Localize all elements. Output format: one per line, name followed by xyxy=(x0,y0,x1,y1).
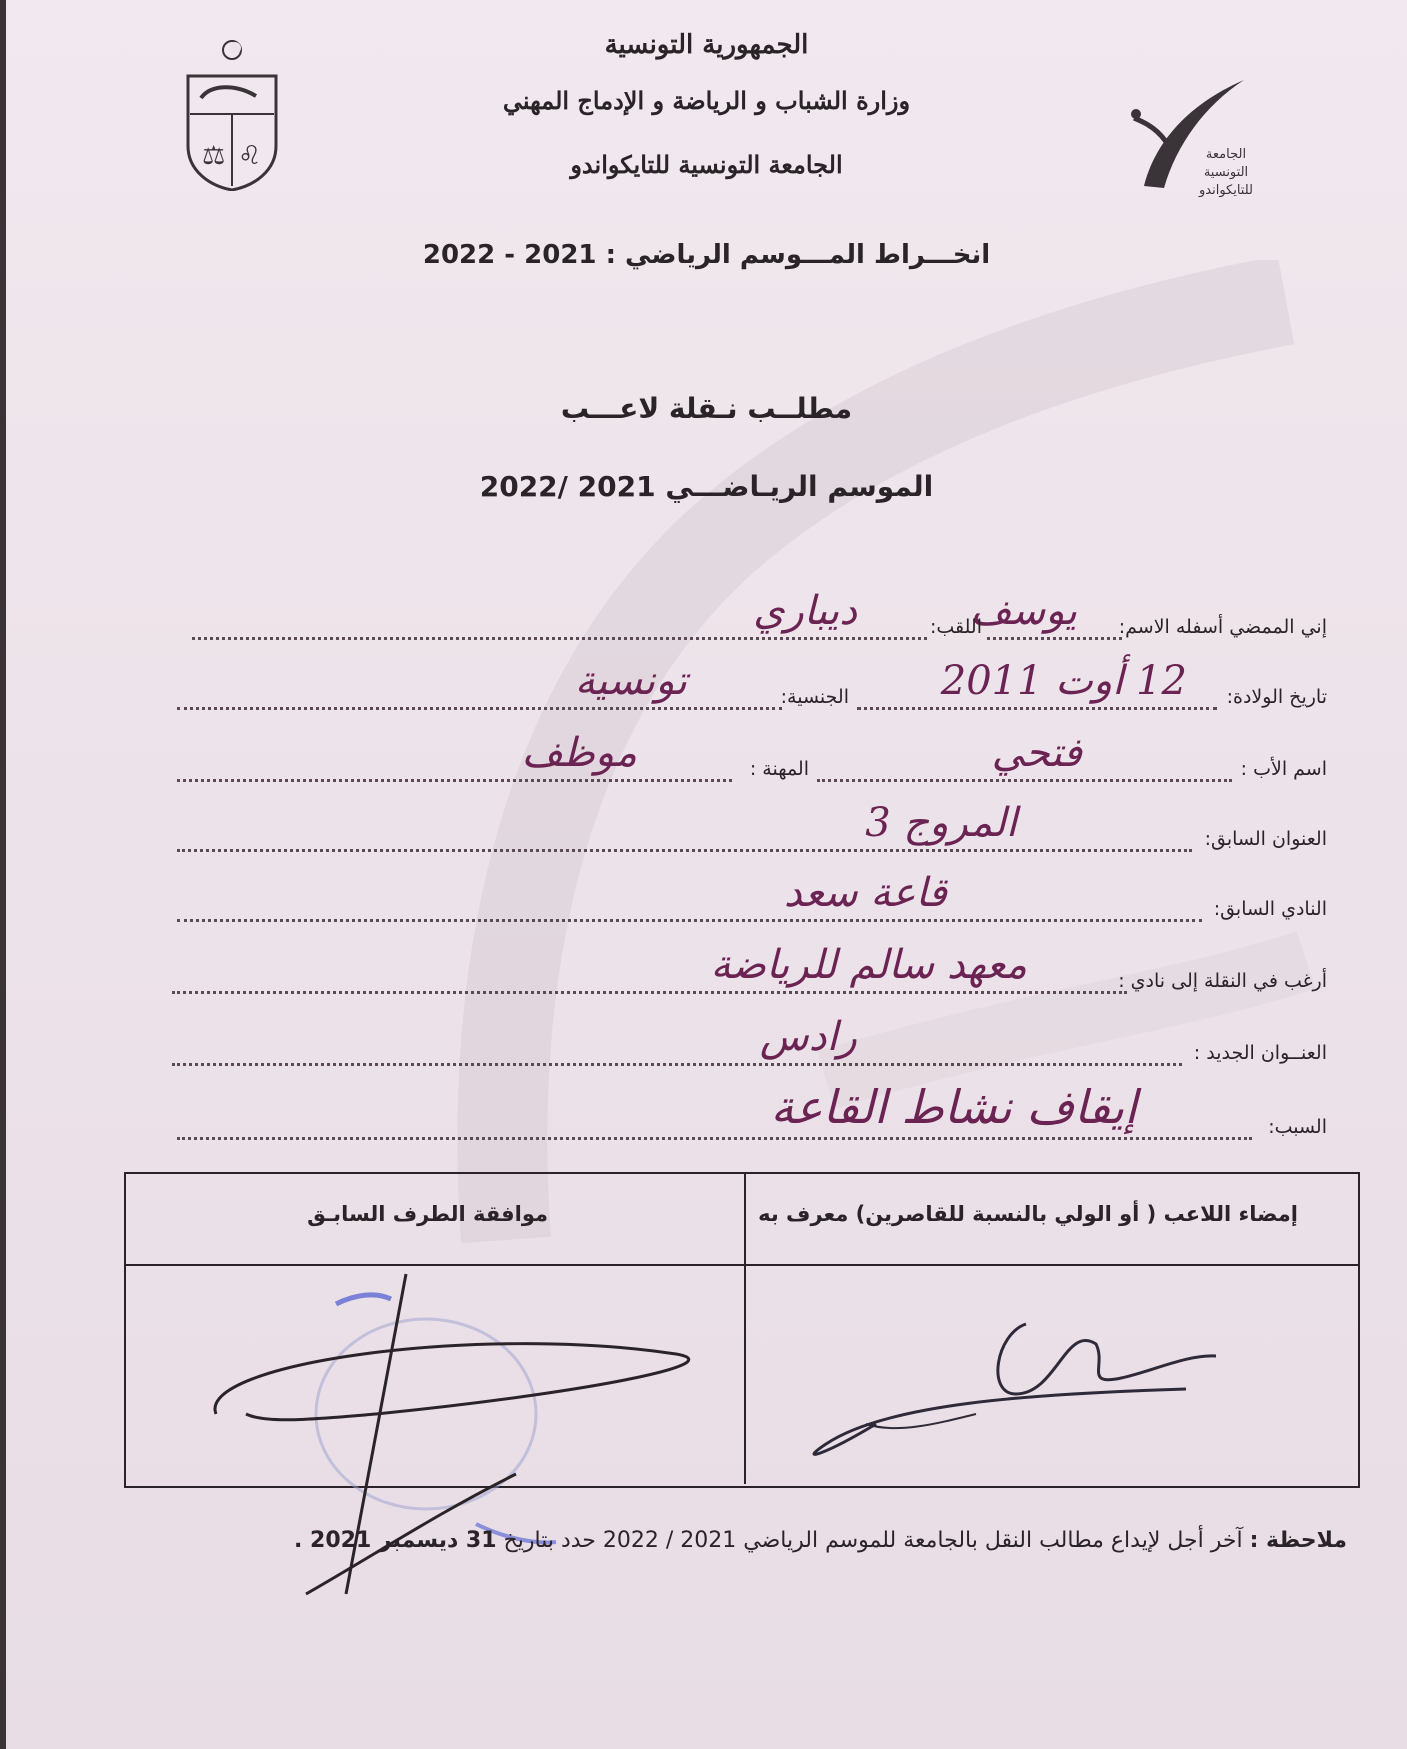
new-club-value: معهد سالم للرياضة xyxy=(710,942,1027,988)
reason-dots xyxy=(177,1137,1252,1140)
birth-label: تاريخ الولادة: xyxy=(1226,686,1327,708)
new-address-dots xyxy=(172,1063,1182,1066)
birth-value: 12 أوت 2011 xyxy=(940,658,1187,704)
new-address-value: رادس xyxy=(759,1014,857,1060)
surname-dots xyxy=(192,637,927,640)
name-dots xyxy=(987,637,1122,640)
new-address-row xyxy=(177,1014,1327,1074)
note-label: ملاحظة : xyxy=(1249,1528,1347,1553)
page-title: مطلــب نـقلة لاعـــب xyxy=(560,392,853,425)
father-value: فتحي xyxy=(991,730,1082,776)
job-label: المهنة : xyxy=(749,758,809,780)
job-dots xyxy=(177,779,732,782)
deadline-note xyxy=(97,1520,1347,1562)
prev-address-row xyxy=(177,800,1327,860)
season-line: انخـــراط المـــوسم الرياضي : 2021 - 2022 xyxy=(422,240,991,270)
reason-label: السبب: xyxy=(1268,1116,1327,1138)
note-deadline: 31 ديسمبر 2021 . xyxy=(293,1528,497,1553)
new-club-label: أرغب في النقلة إلى نادي : xyxy=(1118,970,1327,992)
player-signature-icon xyxy=(766,1284,1346,1474)
name-label: إني الممضي أسفله الاسم: xyxy=(1118,616,1327,638)
reason-value: إيقاف نشاط القاعة xyxy=(770,1080,1137,1134)
ministry-heading: وزارة الشباب و الرياضة و الإدماج المهني xyxy=(502,86,911,115)
father-dots xyxy=(817,779,1232,782)
prev-club-dots xyxy=(177,919,1202,922)
father-label: اسم الأب : xyxy=(1240,758,1327,780)
prev-address-label: العنوان السابق: xyxy=(1204,828,1327,850)
nationality-value: تونسية xyxy=(574,658,687,704)
previous-party-header: موافقة الطرف السابـق xyxy=(307,1202,548,1226)
player-signature-header: إمضاء اللاعب ( أو الولي بالنسبة للقاصرين) معرف به xyxy=(758,1202,1298,1226)
note-text: آخر أجل لإيداع مطالب النقل بالجامعة للموسم الرياضي 2021 / 2022 حدد بتاريخ xyxy=(503,1528,1243,1553)
prev-club-row xyxy=(177,870,1327,930)
name-value: يوسف xyxy=(970,588,1077,634)
federation-logo-text: الجامعة التونسية للتايكواندو xyxy=(1199,147,1253,198)
svg-text:♌: ♌ xyxy=(238,141,262,171)
nationality-label: الجنسية: xyxy=(780,686,849,708)
reason-row xyxy=(177,1080,1327,1148)
birth-row xyxy=(177,658,1327,718)
signature-table xyxy=(124,1172,1360,1488)
new-club-dots xyxy=(172,991,1127,994)
birth-dots xyxy=(857,707,1217,710)
document-page xyxy=(6,0,1407,1749)
svg-text:⚖: ⚖ xyxy=(202,141,226,171)
surname-value: ديباري xyxy=(753,588,857,634)
republic-heading: الجمهورية التونسية xyxy=(604,30,809,60)
new-address-label: العنــوان الجديد : xyxy=(1193,1042,1327,1064)
table-divider xyxy=(744,1174,746,1484)
nationality-dots xyxy=(177,707,782,710)
name-row xyxy=(177,588,1327,648)
job-value: موظف xyxy=(521,730,637,776)
new-club-row xyxy=(177,942,1327,1002)
father-row xyxy=(177,730,1327,790)
prev-club-label: النادي السابق: xyxy=(1213,898,1327,920)
prev-club-value: قاعة سعد xyxy=(783,870,947,916)
federation-heading: الجامعة التونسية للتايكواندو xyxy=(570,150,843,179)
prev-address-dots xyxy=(177,849,1192,852)
season-subtitle: الموسم الريـاضـــي 2021 /2022 xyxy=(479,470,934,503)
prev-address-value: المروج 3 xyxy=(865,800,1017,846)
surname-label: اللقب: xyxy=(929,616,982,638)
